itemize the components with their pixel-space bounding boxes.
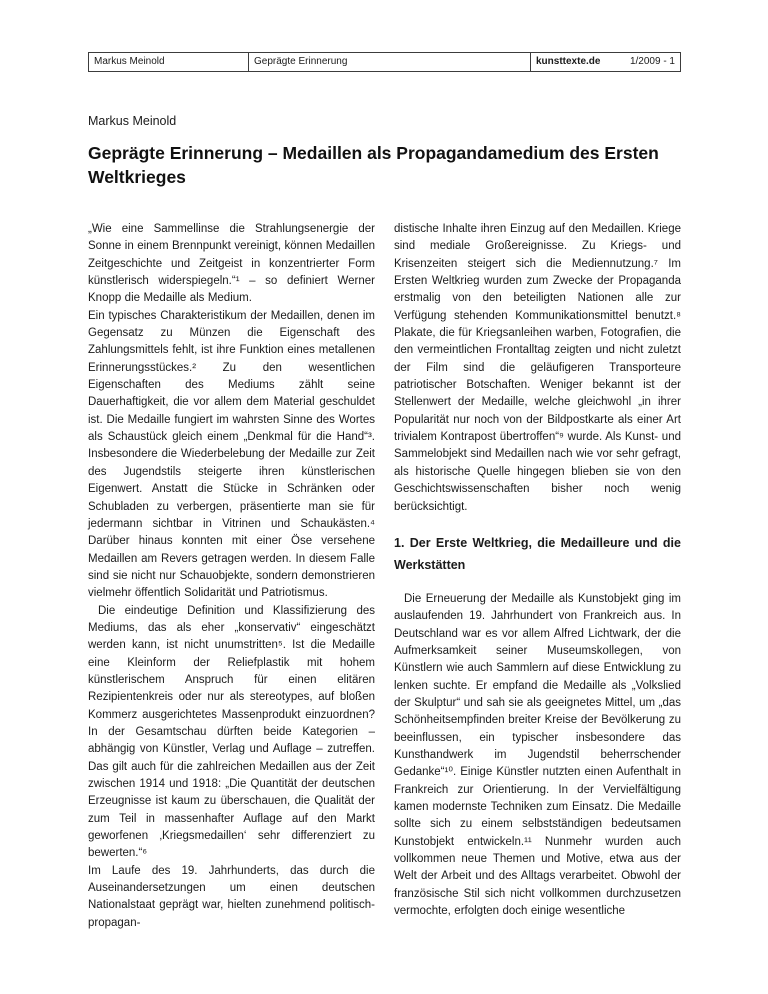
issue-number: 1/2009 - 1 — [629, 56, 675, 67]
page-title: Geprägte Erinnerung – Medaillen als Propagandamedium des Ersten Weltkrieges — [88, 143, 659, 187]
running-header-table — [88, 52, 681, 72]
paragraph: Die Erneuerung der Medaille als Kunstobjekt ging im auslaufenden 19. Jahrhundert von Frankreich aus. In Deutschland war es vor allem Alfred Lichtwark, der die Aufmerksamkeit seiner Museumskollegen, von Künstlern wie auch Sammlern auf diese Entwicklung zu lenken suchte. Er empfand die Medaille als „Volkslied der Skulptur“ und sah sie als geeignetes Mittel, um „das Schönheitsempfinden breiter Kreise der Bevölkerung zu beeinflussen, ein typischer insbesondere das Kunsthandwerk im Jugendstil beherrschender Gedanke“¹⁰. Einige Künstler nutzten einen Aufenthalt in Frankreich zur Orientierung. In der Vervielfältigung kamen modernste Techniken zum Einsatz. Die Medaille sollte sich zu einem selbstständigen bedeutsamen Kunstobjekt entwickeln.¹¹ Nunmehr wurden auch vollkommen neue Themen und Motive, etwa aus der Welt der Arbeit und des Alltags verarbeitet. Obwohl der französische Stil sich nicht vollkommen durchzusetzen vermochte, erfolgten doch einige wesentliche — [394, 592, 681, 918]
journal-name: kunsttexte.de — [536, 56, 601, 67]
paragraph: Die eindeutige Definition und Klassifizierung des Mediums, das als eher „konservativ“ eingeschätzt werden kann, ist nicht unumstritten⁵. Ist die Medaille eine Kleinform der Reliefplastik mit hohem künstlerischem Anspruch für einen elitären Rezipientenkreis oder nur als stereotypes, auf bloßen Kommerz ausgerichtetes Massenprodukt einzuordnen? In der Gesamtschau dürften beide Kategorien – abhängig von Künstler, Verlag und Auflage – zutreffen. Das gilt auch für die zahlreichen Medaillen aus der Zeit zwischen 1914 und 1918: „Die Quantität der deutschen Erzeugnisse ist kaum zu überschauen, die Qualität der zum Teil in massenhafter Auflage auf den Markt geworfenen ‚Kriegsmedaillen‘ sehr differenziert zu bewerten.“⁶ — [88, 604, 375, 860]
paragraph: distische Inhalte ihren Einzug auf den Medaillen. Kriege sind mediale Großereignisse. Zu Kriegs- und Krisenzeiten steigert sich die Mediennutzung.⁷ Im Ersten Weltkrieg wurden zum Zwecke der Propaganda erstmalig von den beteiligten Nationen alle zur Verfügung stehenden Kommunikationsmittel benutzt.⁸ Plakate, die für Kriegsanleihen warben, Fotografien, die den vermeintlichen Frontalltag zeigten und nicht zuletzt der Film sind die geläufigeren Transporteure patriotischer Botschaften. Weniger bekannt ist der Stellenwert der Medaille, welche gleichwohl „in ihrer Popularität nur noch von der Bildpostkarte als einer Art trivialem Kontrapost übertroffen“⁹ wurde. Als Kunst- und Sammelobjekt sind Medaillen nach wie vor sehr gefragt, als historische Quelle hingegen blieben sie von den Geschichtswissenschaften bisher noch wenig berücksichtigt. — [394, 223, 681, 513]
header-journal-cell — [531, 53, 680, 71]
text-column-right — [394, 221, 681, 932]
header-article-title-cell: Geprägte Erinnerung — [249, 53, 531, 71]
article-body — [88, 221, 681, 932]
header-author-cell: Markus Meinold — [89, 53, 249, 71]
paragraph: „Wie eine Sammellinse die Strahlungsenergie der Sonne in einem Brennpunkt vereinigt, können Medaillen Zeitgeschichte und Zeitgeist in konzentrierter Form künstlerisch widerspiegeln.“¹ – so definiert Werner Knopp die Medaille als Medium. — [88, 223, 375, 305]
text-column-left — [88, 221, 375, 932]
paragraph: Ein typisches Charakteristikum der Medaillen, denen im Gegensatz zu Münzen die Eigenschaft des Zahlungsmittels fehlt, ist ihre Funktion eines metallenen Erinnerungsstückes.² Zu den wesentlichen Eigenschaften des Mediums zählt seine Dauerhaftigkeit, die vor allem dem Material geschuldet ist. Die Medaille fungiert im wahrsten Sinne des Wortes als Schaustück gleich einem „Denkmal für die Hand“³. Insbesondere die Wiederbelebung der Medaille zur Zeit des Jugendstils steigerte ihren künstlerischen Eigenwert. Anstatt die Stücke in Schränken oder Schubladen zu verbergen, präsentierte man sie für jedermann sichtbar in Vitrinen und Schaukästen.⁴ Darüber hinaus konnten mit einer Öse versehene Medaillen am Revers getragen werden. In diesem Falle sind sie nicht nur Schauobjekte, sondern demonstrieren vielmehr öffentlich Solidarität und Patriotismus. — [88, 309, 375, 600]
author-byline: Markus Meinold — [88, 114, 177, 128]
paragraph: Im Laufe des 19. Jahrhunderts, das durch die Auseinandersetzungen um einen deutschen Nationalstaat geprägt war, hielten zunehmend politisch-propagan- — [88, 864, 375, 929]
section-heading: 1. Der Erste Weltkrieg, die Medailleure und die Werkstätten — [394, 535, 681, 572]
